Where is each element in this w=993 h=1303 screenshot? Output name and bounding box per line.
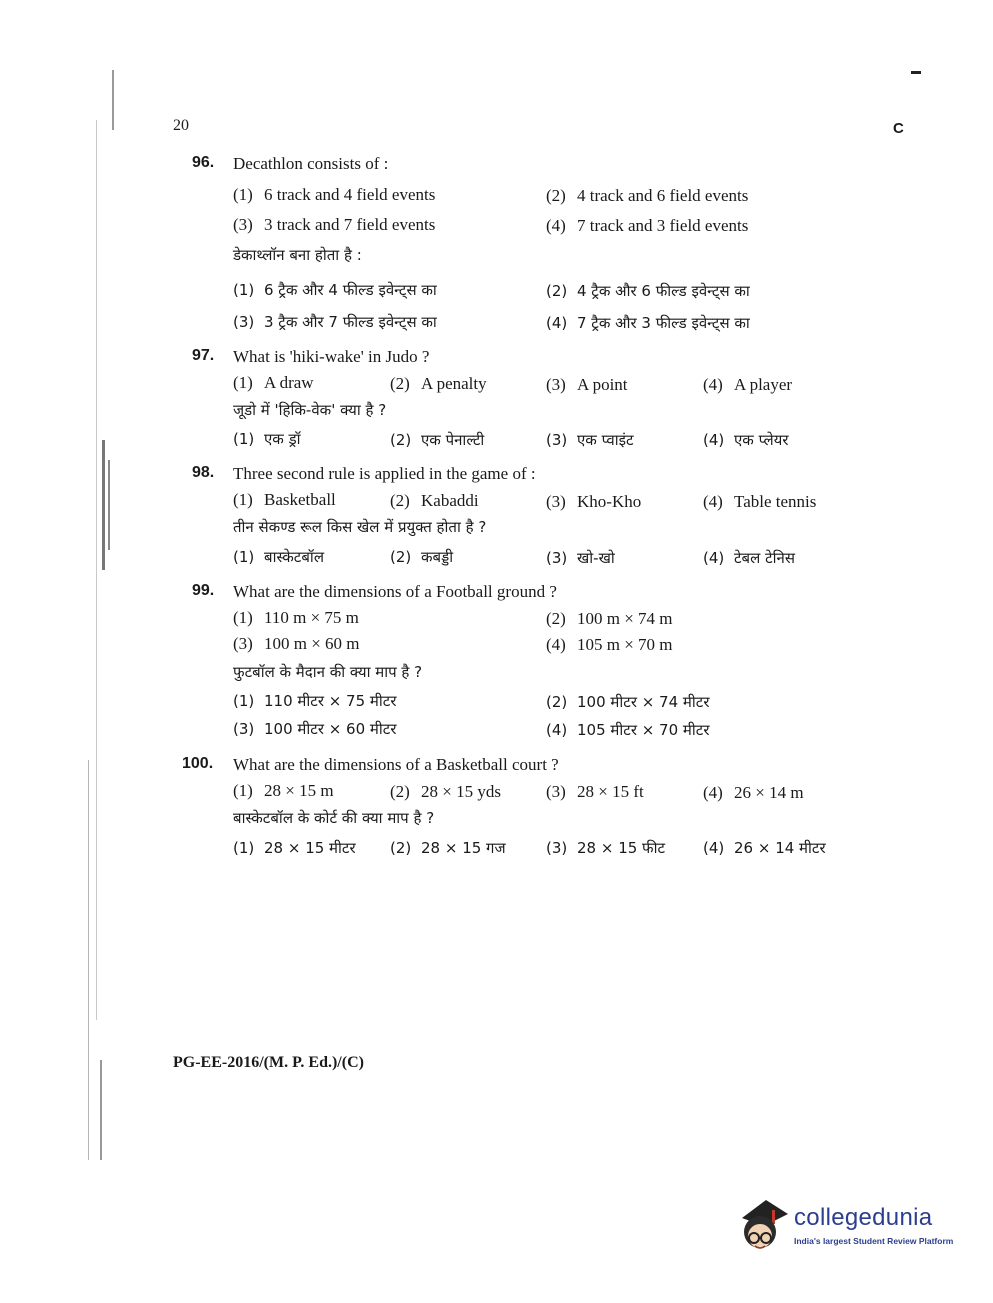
question-text-en: Decathlon consists of : [233,154,389,173]
option-en-3: (3) 100 m × 60 m [233,634,360,653]
paper-code: PG-EE-2016/(M. P. Ed.)/(C) [173,1054,364,1071]
option-en-1: (1) Basketball [233,490,336,509]
mascot-icon [736,1196,792,1260]
option-hi-4: (4) 26 × 14 मीटर [703,839,826,857]
option-hi-4: (4) एक प्लेयर [703,431,789,449]
option-hi-1: (1) एक ड्रॉ [233,430,301,448]
question-text-hi: तीन सेकण्ड रूल किस खेल में प्रयुक्त होता है ? [233,518,487,536]
set-code: C [893,120,904,137]
option-en-1: (1) A draw [233,373,314,392]
option-en-2: (2) 4 track and 6 field events [546,186,749,205]
option-hi-4: (4) टेबल टेनिस [703,549,795,567]
question-text-hi: डेकाथ्लॉन बना होता है : [233,246,362,264]
option-en-2: (2) 28 × 15 yds [390,782,501,801]
option-en-3: (3) Kho-Kho [546,492,642,511]
collegedunia-logo[interactable] [736,1196,966,1266]
option-en-1: (1) 28 × 15 m [233,781,334,800]
option-hi-3: (3) 28 × 15 फीट [546,839,666,857]
option-hi-2: (2) 28 × 15 गज [390,839,506,857]
question-text-hi: बास्केटबॉल के कोर्ट की क्या माप है ? [233,809,435,827]
question-number: 99. [192,582,215,599]
option-hi-1: (1) 110 मीटर × 75 मीटर [233,692,397,710]
scan-edge-marks [84,60,124,1170]
option-en-2: (2) 100 m × 74 m [546,609,673,628]
question-text-en: Three second rule is applied in the game of : [233,464,536,483]
option-en-4: (4) A player [703,375,793,394]
question-text-hi: जूडो में 'हिकि-वेक' क्या है ? [233,401,387,419]
option-en-3: (3) A point [546,375,628,394]
option-hi-1: (1) 28 × 15 मीटर [233,839,356,857]
option-hi-2: (2) एक पेनाल्टी [390,431,485,449]
option-hi-4: (4) 105 मीटर × 70 मीटर [546,721,710,739]
option-en-2: (2) Kabaddi [390,491,479,510]
logo-tagline: India's largest Student Review Platform [794,1236,954,1246]
option-hi-3: (3) 3 ट्रैक और 7 फील्ड इवेन्ट्स का [233,313,437,331]
option-en-2: (2) A penalty [390,374,487,393]
option-en-4: (4) Table tennis [703,492,817,511]
question-text-en: What are the dimensions of a Football ground ? [233,582,557,601]
option-en-1: (1) 6 track and 4 field events [233,185,436,204]
option-hi-3: (3) 100 मीटर × 60 मीटर [233,720,397,738]
option-en-1: (1) 110 m × 75 m [233,608,359,627]
option-hi-1: (1) 6 ट्रैक और 4 फील्ड इवेन्ट्स का [233,281,437,299]
option-hi-2: (2) कबड्डी [390,548,454,566]
option-hi-2: (2) 100 मीटर × 74 मीटर [546,693,710,711]
logo-wordmark: collegedunia [794,1204,933,1231]
top-dash-mark [911,71,921,74]
option-hi-1: (1) बास्केटबॉल [233,548,324,566]
option-hi-3: (3) खो-खो [546,549,615,567]
option-en-4: (4) 7 track and 3 field events [546,216,749,235]
question-number: 98. [192,464,215,481]
option-hi-2: (2) 4 ट्रैक और 6 फील्ड इवेन्ट्स का [546,282,750,300]
question-text-hi: फुटबॉल के मैदान की क्या माप है ? [233,663,423,681]
option-en-3: (3) 3 track and 7 field events [233,215,436,234]
question-text-en: What are the dimensions of a Basketball court ? [233,755,559,774]
question-number: 96. [192,154,215,171]
option-en-4: (4) 105 m × 70 m [546,635,673,654]
option-en-3: (3) 28 × 15 ft [546,782,644,801]
page-number: 20 [173,117,189,134]
question-number: 100. [182,755,214,772]
question-number: 97. [192,347,215,364]
option-en-4: (4) 26 × 14 m [703,783,804,802]
question-text-en: What is 'hiki-wake' in Judo ? [233,347,430,366]
option-hi-3: (3) एक प्वाइंट [546,431,634,449]
option-hi-4: (4) 7 ट्रैक और 3 फील्ड इवेन्ट्स का [546,314,750,332]
